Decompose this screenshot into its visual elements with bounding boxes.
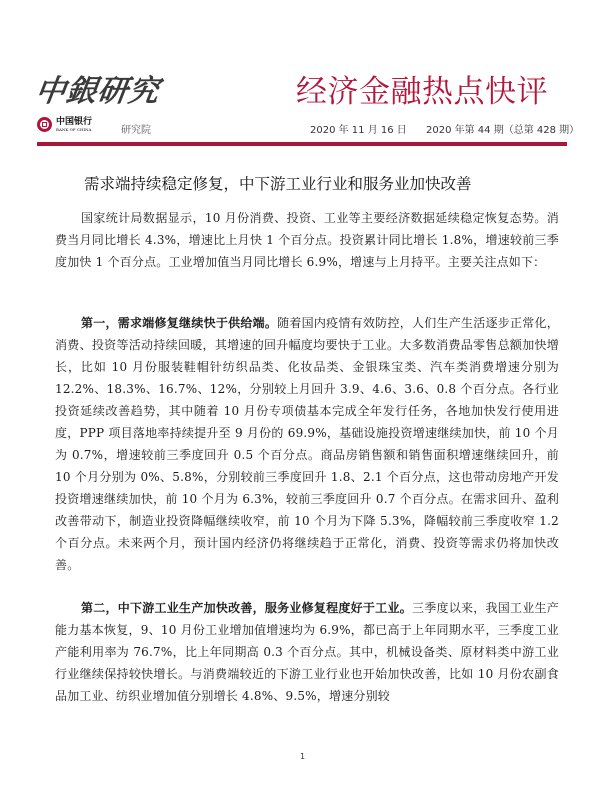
brand-calligraphy-logo: 中銀研究 [33, 74, 162, 109]
paragraph-point-two [55, 597, 559, 707]
boc-logo-text [56, 118, 92, 132]
issue-number: 2020 年第 44 期（总第 428 期） [426, 125, 580, 136]
paragraph-text: 随着国内疫情有效防控，人们生产生活逐步正常化，消费、投资等活动持续回暖，其增速的回升幅度均要快于工业。大多数消费品零售总额加快增长，比如 10 月份服装鞋帽针纺织品类、化妆品类、金银珠宝类、汽车类消费增速分别为 12.2%、18.3%、16.7%、12%，分别较上月回升 3.9、4.6、3.6、0.8 个百分点。各行业投资延续改善趋势，其中随着 10 月份专项债基本完成全年发行任务，各地加快发行使用进度，PPP 项目落地率持续提升至 9 月份的 69.9%，基础设施投资增速继续加快，前 10 个月为 0.7%，增速较前三季度回升 0.5 个百分点。商品房销售额和销售面积增速继续回升，前 10 个月分别为 0%、5.8%，分别较前三季度回升 1.8、2.1 个百分点，这也带动房地产开发投资增速继续加快，前 10 个月为 6.3%，较前三季度回升 0.7 个百分点。在需求回升、盈利改善带动下，制造业投资降幅继续收窄，前 10 个月为下降 5.3%，降幅较前三季度收窄 1.2 个百分点。未来两个月，预计国内经济仍将继续趋于正常化，消费、投资等需求仍将加快改善。 [55, 316, 559, 572]
paragraph-lead: 第一，需求端修复继续快于供给端。 [81, 316, 278, 330]
page-number: 1 [300, 752, 306, 761]
header-divider [37, 142, 567, 146]
paragraph-point-one [55, 312, 559, 576]
paragraph-text: 国家统计局数据显示，10 月份消费、投资、工业等主要经济数据延续稳定恢复态势。消费当月同比增长 4.3%，增速比上月快 1 个百分点。投资累计同比增长 1.8%，增速较前三季度加快 1 个百分点。工业增加值当月同比增长 6.9%，增速与上月持平。主要关注点如下： [55, 211, 559, 269]
article-headline: 需求端持续稳定修复，中下游工业行业和服务业加快改善 [84, 175, 472, 193]
paragraph-text: 三季度以来，我国工业生产能力基本恢复，9、10 月份工业增加值增速均为 6.9%，都已高于上年同期水平，三季度工业产能利用率为 76.7%，比上年同期高 0.3 个百分点。其中，机械设备类、原材料类中游工业行业继续保持较快增长。与消费端较近的下游工业行业也开始加快改善，比如 10 月份农副食品加工业、纺织业增加值分别增长 4.8%、9.5%，增速分别较 [55, 601, 560, 703]
paragraph-intro [55, 207, 559, 273]
series-title: 经济金融热点快评 [296, 74, 548, 110]
publish-date: 2020 年 11 月 16 日 [310, 125, 407, 136]
boc-logo-cn: 中国银行 [56, 116, 93, 127]
boc-coin-icon [37, 117, 52, 132]
bank-of-china-logo [37, 117, 92, 132]
boc-logo-en: BANK OF CHINA [56, 126, 92, 132]
institute-label: 研究院 [121, 125, 151, 136]
paragraph-lead: 第二，中下游工业生产加快改善，服务业修复程度好于工业。 [81, 601, 412, 615]
